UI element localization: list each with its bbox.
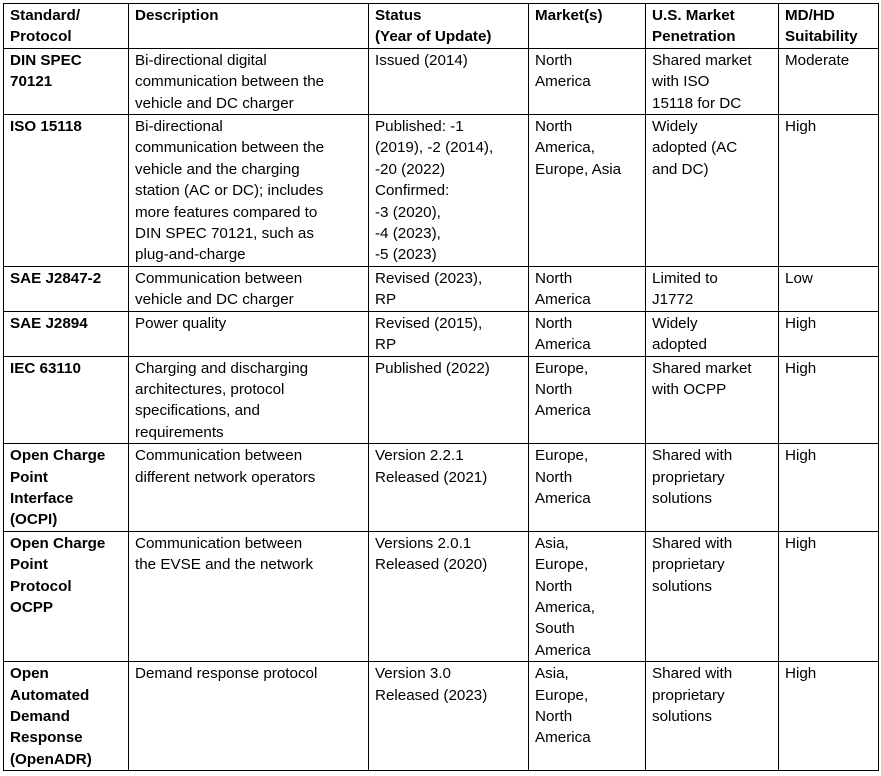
standard-cell: IEC 63110 [4, 356, 129, 444]
status-cell: Issued (2014) [369, 48, 529, 114]
markets-cell: North America, Europe, Asia [529, 115, 646, 267]
table-row [4, 662, 879, 771]
markets-cell: North America [529, 311, 646, 356]
markets-cell: Europe, North America [529, 356, 646, 444]
standard-cell: SAE J2894 [4, 311, 129, 356]
description-cell: Communication between the EVSE and the network [129, 531, 369, 661]
penetration-cell: Shared with proprietary solutions [646, 444, 779, 532]
penetration-cell: Shared market with OCPP [646, 356, 779, 444]
standard-cell: SAE J2847-2 [4, 266, 129, 311]
standard-cell: Open Automated Demand Response (OpenADR) [4, 662, 129, 771]
header-row [4, 4, 879, 49]
suitability-cell: High [779, 356, 879, 444]
standard-cell: Open Charge Point Protocol OCPP [4, 531, 129, 661]
description-cell: Bi-directional communication between the vehicle and the charging station (AC or DC); includes more features compared to DIN SPEC 70121, such as plug-and-charge [129, 115, 369, 267]
header-status: Status (Year of Update) [369, 4, 529, 49]
header-markets: Market(s) [529, 4, 646, 49]
penetration-cell: Widely adopted [646, 311, 779, 356]
status-cell: Version 3.0 Released (2023) [369, 662, 529, 771]
status-cell: Published: -1 (2019), -2 (2014), -20 (2022) Confirmed: -3 (2020), -4 (2023), -5 (2023) [369, 115, 529, 267]
suitability-cell: High [779, 444, 879, 532]
penetration-cell: Shared with proprietary solutions [646, 662, 779, 771]
status-cell: Published (2022) [369, 356, 529, 444]
standard-cell: Open Charge Point Interface (OCPI) [4, 444, 129, 532]
header-description: Description [129, 4, 369, 49]
standards-table [3, 3, 879, 771]
header-md-hd-suitability: MD/HD Suitability [779, 4, 879, 49]
table-row [4, 356, 879, 444]
markets-cell: Asia, Europe, North America [529, 662, 646, 771]
standard-cell: ISO 15118 [4, 115, 129, 267]
description-cell: Bi-directional digital communication between the vehicle and DC charger [129, 48, 369, 114]
suitability-cell: High [779, 115, 879, 267]
description-cell: Demand response protocol [129, 662, 369, 771]
table-row [4, 531, 879, 661]
penetration-cell: Shared with proprietary solutions [646, 531, 779, 661]
status-cell: Revised (2023), RP [369, 266, 529, 311]
markets-cell: North America [529, 48, 646, 114]
status-cell: Versions 2.0.1 Released (2020) [369, 531, 529, 661]
status-cell: Revised (2015), RP [369, 311, 529, 356]
suitability-cell: Moderate [779, 48, 879, 114]
header-us-market-penetration: U.S. Market Penetration [646, 4, 779, 49]
status-cell: Version 2.2.1 Released (2021) [369, 444, 529, 532]
description-cell: Charging and discharging architectures, protocol specifications, and requirements [129, 356, 369, 444]
description-cell: Communication between different network operators [129, 444, 369, 532]
suitability-cell: High [779, 531, 879, 661]
suitability-cell: High [779, 662, 879, 771]
suitability-cell: Low [779, 266, 879, 311]
markets-cell: Asia, Europe, North America, South America [529, 531, 646, 661]
table-row [4, 444, 879, 532]
table-row [4, 48, 879, 114]
header-standard-protocol: Standard/ Protocol [4, 4, 129, 49]
markets-cell: Europe, North America [529, 444, 646, 532]
suitability-cell: High [779, 311, 879, 356]
penetration-cell: Shared market with ISO 15118 for DC [646, 48, 779, 114]
description-cell: Power quality [129, 311, 369, 356]
description-cell: Communication between vehicle and DC charger [129, 266, 369, 311]
table-row [4, 115, 879, 267]
table-row [4, 266, 879, 311]
table-row [4, 311, 879, 356]
markets-cell: North America [529, 266, 646, 311]
penetration-cell: Widely adopted (AC and DC) [646, 115, 779, 267]
penetration-cell: Limited to J1772 [646, 266, 779, 311]
standard-cell: DIN SPEC 70121 [4, 48, 129, 114]
